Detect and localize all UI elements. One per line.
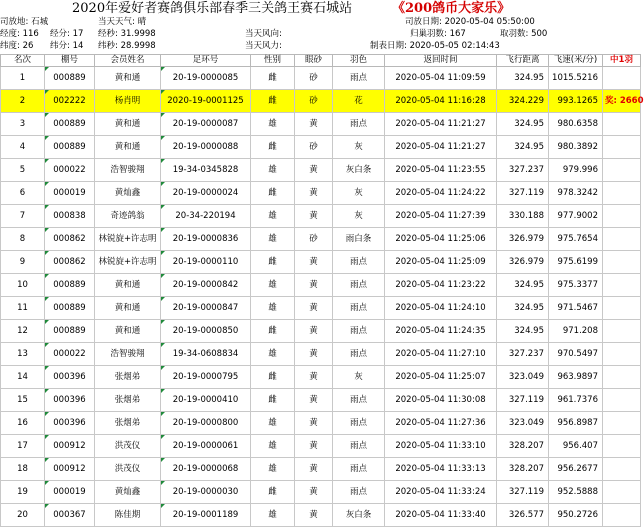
table-row[interactable] [1, 205, 641, 228]
member-name-cell[interactable]: 林锐旋+许志明 [95, 251, 161, 274]
header-speed[interactable]: 飞速(米/分) [549, 55, 603, 67]
rank-cell[interactable]: 17 [1, 435, 45, 458]
feather-color-cell[interactable]: 雨点 [333, 297, 385, 320]
rank-cell[interactable]: 11 [1, 297, 45, 320]
shed-cell[interactable]: 000367 [45, 504, 95, 527]
sex-cell[interactable]: 雌 [251, 182, 295, 205]
eye-cell[interactable]: 黄 [295, 113, 333, 136]
eye-cell[interactable]: 黄 [295, 297, 333, 320]
ring-number-cell[interactable]: 20-34-220194 [161, 205, 251, 228]
ring-number-cell[interactable]: 20-19-0000088 [161, 136, 251, 159]
eye-cell[interactable]: 黄 [295, 435, 333, 458]
speed-cell[interactable]: 950.2726 [549, 504, 603, 527]
sex-cell[interactable]: 雌 [251, 389, 295, 412]
ring-number-cell[interactable]: 20-19-0000847 [161, 297, 251, 320]
feather-color-cell[interactable]: 雨点 [333, 274, 385, 297]
prize-cell[interactable] [603, 251, 641, 274]
ring-number-cell[interactable]: 20-19-0000410 [161, 389, 251, 412]
ring-number-cell[interactable]: 20-19-0001189 [161, 504, 251, 527]
sex-cell[interactable]: 雄 [251, 113, 295, 136]
header-sex[interactable]: 性别 [251, 55, 295, 67]
sex-cell[interactable]: 雄 [251, 343, 295, 366]
speed-cell[interactable]: 971.5467 [549, 297, 603, 320]
ring-number-cell[interactable]: 19-34-0608834 [161, 343, 251, 366]
prize-cell[interactable] [603, 182, 641, 205]
table-row[interactable] [1, 481, 641, 504]
return-time-cell[interactable]: 2020-05-04 11:23:55 [385, 159, 497, 182]
shed-cell[interactable]: 000912 [45, 458, 95, 481]
feather-color-cell[interactable]: 花 [333, 90, 385, 113]
feather-color-cell[interactable]: 雨点 [333, 481, 385, 504]
longitude-degree: 经度: 116 [0, 29, 39, 39]
longitude-second: 经秒: 31.9998 [98, 29, 156, 39]
feather-color-cell[interactable]: 雨点 [333, 458, 385, 481]
return-time-cell[interactable]: 2020-05-04 11:33:10 [385, 435, 497, 458]
sex-cell[interactable]: 雄 [251, 205, 295, 228]
return-time-cell[interactable]: 2020-05-04 11:27:10 [385, 343, 497, 366]
table-row[interactable] [1, 136, 641, 159]
return-time-cell[interactable]: 2020-05-04 11:24:35 [385, 320, 497, 343]
return-time-cell[interactable]: 2020-05-04 11:24:22 [385, 182, 497, 205]
member-name-cell[interactable]: 奇迹鸽翁 [95, 205, 161, 228]
eye-cell[interactable]: 黄 [295, 412, 333, 435]
header-return-time[interactable]: 返回时间 [385, 55, 497, 67]
table-row[interactable] [1, 320, 641, 343]
rank-cell[interactable]: 10 [1, 274, 45, 297]
info-row-1 [0, 17, 640, 28]
return-time-cell[interactable]: 2020-05-04 11:23:22 [385, 274, 497, 297]
latitude-second: 纬秒: 28.9998 [98, 41, 156, 51]
return-time-cell[interactable]: 2020-05-04 11:16:28 [385, 90, 497, 113]
returned-count: 归巢羽数: 167 [410, 29, 466, 39]
shed-cell[interactable]: 000022 [45, 159, 95, 182]
return-time-cell[interactable]: 2020-05-04 11:27:36 [385, 412, 497, 435]
shed-cell[interactable]: 000396 [45, 366, 95, 389]
wind-force: 当天风力: [245, 41, 282, 51]
speed-cell[interactable]: 971.208 [549, 320, 603, 343]
sex-cell[interactable]: 雄 [251, 274, 295, 297]
header-rank[interactable]: 名次 [1, 55, 45, 67]
member-name-cell[interactable]: 黄灿鑫 [95, 182, 161, 205]
return-time-cell[interactable]: 2020-05-04 11:27:39 [385, 205, 497, 228]
feather-color-cell[interactable]: 灰 [333, 205, 385, 228]
table-row[interactable] [1, 389, 641, 412]
rank-cell[interactable]: 15 [1, 389, 45, 412]
eye-cell[interactable]: 黄 [295, 366, 333, 389]
member-name-cell[interactable]: 黄灿鑫 [95, 481, 161, 504]
member-name-cell[interactable]: 洪茂仪 [95, 458, 161, 481]
prize-cell[interactable] [603, 343, 641, 366]
header-member-name[interactable]: 会员姓名 [95, 55, 161, 67]
member-name-cell[interactable]: 张烟弟 [95, 389, 161, 412]
prize-cell[interactable] [603, 67, 641, 90]
feather-color-cell[interactable]: 雨白条 [333, 228, 385, 251]
feather-color-cell[interactable]: 灰 [333, 182, 385, 205]
feather-color-cell[interactable]: 雨点 [333, 251, 385, 274]
eye-cell[interactable]: 黄 [295, 320, 333, 343]
eye-cell[interactable]: 黄 [295, 205, 333, 228]
ring-number-cell[interactable]: 20-19-0000024 [161, 182, 251, 205]
title-main: 2020年爱好者赛鸽俱乐部春季三关鸽王赛石城站 [72, 1, 353, 16]
return-time-cell[interactable]: 2020-05-04 11:21:27 [385, 136, 497, 159]
header-distance[interactable]: 飞行距离 [497, 55, 549, 67]
table-header-row [1, 55, 641, 67]
sex-cell[interactable]: 雄 [251, 228, 295, 251]
sex-cell[interactable]: 雄 [251, 412, 295, 435]
sex-cell[interactable]: 雌 [251, 90, 295, 113]
return-time-cell[interactable]: 2020-05-04 11:30:08 [385, 389, 497, 412]
wind-direction: 当天风向: [245, 29, 282, 39]
member-name-cell[interactable]: 黄和通 [95, 67, 161, 90]
speed-cell[interactable]: 961.7376 [549, 389, 603, 412]
eye-cell[interactable]: 砂 [295, 67, 333, 90]
distance-cell[interactable]: 330.188 [497, 205, 549, 228]
member-name-cell[interactable]: 浩智骏翔 [95, 343, 161, 366]
eye-cell[interactable]: 黄 [295, 458, 333, 481]
table-row[interactable] [1, 458, 641, 481]
rank-cell[interactable]: 7 [1, 205, 45, 228]
speed-cell[interactable]: 963.9897 [549, 366, 603, 389]
table-row[interactable] [1, 228, 641, 251]
release-location: 司放地: 石城 [0, 17, 49, 27]
distance-cell[interactable]: 324.95 [497, 320, 549, 343]
distance-cell[interactable]: 324.229 [497, 90, 549, 113]
eye-cell[interactable]: 砂 [295, 228, 333, 251]
header-feather-color[interactable]: 羽色 [333, 55, 385, 67]
speed-cell[interactable]: 977.9002 [549, 205, 603, 228]
table-row[interactable] [1, 113, 641, 136]
eye-cell[interactable]: 砂 [295, 90, 333, 113]
return-time-cell[interactable]: 2020-05-04 11:09:59 [385, 67, 497, 90]
ring-number-cell[interactable]: 19-34-0345828 [161, 159, 251, 182]
member-name-cell[interactable]: 张烟弟 [95, 412, 161, 435]
table-body [1, 67, 644, 527]
info-row-2 [0, 29, 640, 40]
ring-number-cell[interactable]: 20-19-0000068 [161, 458, 251, 481]
member-name-cell[interactable]: 黄和通 [95, 320, 161, 343]
table-row[interactable] [1, 297, 641, 320]
shed-cell[interactable]: 000889 [45, 320, 95, 343]
feather-color-cell[interactable]: 雨点 [333, 67, 385, 90]
header-shed[interactable]: 棚号 [45, 55, 95, 67]
table-row[interactable] [1, 435, 641, 458]
header-prize[interactable]: 中1羽 [603, 55, 641, 67]
eye-cell[interactable]: 黄 [295, 481, 333, 504]
report-title [0, 0, 640, 17]
speed-cell[interactable]: 956.8987 [549, 412, 603, 435]
speed-cell[interactable]: 956.407 [549, 435, 603, 458]
speed-cell[interactable]: 980.3892 [549, 136, 603, 159]
return-time-cell[interactable]: 2020-05-04 11:25:06 [385, 228, 497, 251]
shed-cell[interactable]: 000019 [45, 481, 95, 504]
made-date: 制表日期: 2020-05-05 02:14:43 [370, 41, 500, 51]
rank-cell[interactable]: 12 [1, 320, 45, 343]
prize-cell[interactable] [603, 458, 641, 481]
rank-cell[interactable]: 5 [1, 159, 45, 182]
ring-number-cell[interactable]: 20-19-0000800 [161, 412, 251, 435]
ring-number-cell[interactable]: 20-19-0000850 [161, 320, 251, 343]
longitude-minute: 经分: 17 [50, 29, 84, 39]
table-row[interactable] [1, 366, 641, 389]
ring-number-cell[interactable]: 20-19-0000110 [161, 251, 251, 274]
return-time-cell[interactable]: 2020-05-04 11:33:24 [385, 481, 497, 504]
shed-cell[interactable]: 000396 [45, 389, 95, 412]
distance-cell[interactable]: 326.577 [497, 504, 549, 527]
shed-cell[interactable]: 000889 [45, 274, 95, 297]
sex-cell[interactable]: 雌 [251, 251, 295, 274]
return-time-cell[interactable]: 2020-05-04 11:25:09 [385, 251, 497, 274]
shed-cell[interactable]: 000889 [45, 136, 95, 159]
rank-cell[interactable]: 13 [1, 343, 45, 366]
sex-cell[interactable]: 雌 [251, 67, 295, 90]
ring-number-cell[interactable]: 20-19-0000061 [161, 435, 251, 458]
shed-cell[interactable]: 000912 [45, 435, 95, 458]
shed-cell[interactable]: 000889 [45, 67, 95, 90]
prize-cell[interactable] [603, 159, 641, 182]
prize-cell[interactable] [603, 320, 641, 343]
distance-cell[interactable]: 323.049 [497, 412, 549, 435]
ring-number-cell[interactable]: 20-19-0000842 [161, 274, 251, 297]
shed-cell[interactable]: 000838 [45, 205, 95, 228]
member-name-cell[interactable]: 林锐旋+许志明 [95, 228, 161, 251]
distance-cell[interactable]: 327.237 [497, 159, 549, 182]
speed-cell[interactable]: 1015.5216 [549, 67, 603, 90]
rank-cell[interactable]: 18 [1, 458, 45, 481]
eye-cell[interactable]: 黄 [295, 251, 333, 274]
member-name-cell[interactable]: 陈佳期 [95, 504, 161, 527]
distance-cell[interactable]: 326.979 [497, 228, 549, 251]
return-time-cell[interactable]: 2020-05-04 11:33:13 [385, 458, 497, 481]
feather-color-cell[interactable]: 灰白条 [333, 504, 385, 527]
release-date: 司放日期: 2020-05-04 05:50:00 [405, 17, 535, 27]
feather-color-cell[interactable]: 雨点 [333, 113, 385, 136]
prize-cell[interactable] [603, 297, 641, 320]
header-eye[interactable]: 眼砂 [295, 55, 333, 67]
rank-cell[interactable]: 19 [1, 481, 45, 504]
speed-cell[interactable]: 975.6199 [549, 251, 603, 274]
eye-cell[interactable]: 黄 [295, 343, 333, 366]
prize-cell[interactable] [603, 274, 641, 297]
ring-number-cell[interactable]: 20-19-0000795 [161, 366, 251, 389]
table-row[interactable] [1, 159, 641, 182]
sex-cell[interactable]: 雄 [251, 458, 295, 481]
table-row[interactable] [1, 67, 641, 90]
distance-cell[interactable]: 327.119 [497, 481, 549, 504]
distance-cell[interactable]: 327.237 [497, 343, 549, 366]
prize-cell[interactable] [603, 481, 641, 504]
sex-cell[interactable]: 雄 [251, 504, 295, 527]
speed-cell[interactable]: 980.6358 [549, 113, 603, 136]
distance-cell[interactable]: 323.049 [497, 366, 549, 389]
distance-cell[interactable]: 327.119 [497, 182, 549, 205]
member-name-cell[interactable]: 张烟弟 [95, 366, 161, 389]
eye-cell[interactable]: 黄 [295, 389, 333, 412]
rank-cell[interactable]: 9 [1, 251, 45, 274]
eye-cell[interactable]: 黄 [295, 504, 333, 527]
table-row[interactable] [1, 182, 641, 205]
speed-cell[interactable]: 993.1265 [549, 90, 603, 113]
eye-cell[interactable]: 黄 [295, 159, 333, 182]
prize-cell[interactable] [603, 366, 641, 389]
collected-count: 取羽数: 500 [500, 29, 548, 39]
table-row[interactable] [1, 274, 641, 297]
distance-cell[interactable]: 324.95 [497, 297, 549, 320]
eye-cell[interactable]: 黄 [295, 274, 333, 297]
shed-cell[interactable]: 000022 [45, 343, 95, 366]
feather-color-cell[interactable]: 雨点 [333, 320, 385, 343]
eye-cell[interactable]: 砂 [295, 136, 333, 159]
feather-color-cell[interactable]: 灰 [333, 136, 385, 159]
prize-cell[interactable] [603, 205, 641, 228]
return-time-cell[interactable]: 2020-05-04 11:24:10 [385, 297, 497, 320]
prize-cell[interactable] [603, 228, 641, 251]
ring-number-cell[interactable]: 20-19-0000030 [161, 481, 251, 504]
shed-cell[interactable]: 000862 [45, 251, 95, 274]
distance-cell[interactable]: 324.95 [497, 113, 549, 136]
speed-cell[interactable]: 975.7654 [549, 228, 603, 251]
latitude-minute: 纬分: 14 [50, 41, 84, 51]
shed-cell[interactable]: 000889 [45, 297, 95, 320]
speed-cell[interactable]: 978.3242 [549, 182, 603, 205]
distance-cell[interactable]: 326.979 [497, 251, 549, 274]
return-time-cell[interactable]: 2020-05-04 11:33:40 [385, 504, 497, 527]
sex-cell[interactable]: 雄 [251, 435, 295, 458]
latitude-degree: 纬度: 26 [0, 41, 34, 51]
ring-number-cell[interactable]: 2020-19-0001125 [161, 90, 251, 113]
sex-cell[interactable]: 雌 [251, 320, 295, 343]
feather-color-cell[interactable]: 雨点 [333, 435, 385, 458]
prize-cell[interactable] [603, 136, 641, 159]
sex-cell[interactable]: 雄 [251, 159, 295, 182]
shed-cell[interactable]: 000889 [45, 113, 95, 136]
rank-cell[interactable]: 2 [1, 90, 45, 113]
distance-cell[interactable]: 328.207 [497, 458, 549, 481]
distance-cell[interactable]: 324.95 [497, 136, 549, 159]
ring-number-cell[interactable]: 20-19-0000085 [161, 67, 251, 90]
prize-cell[interactable] [603, 113, 641, 136]
ring-number-cell[interactable]: 20-19-0000087 [161, 113, 251, 136]
rank-cell[interactable]: 1 [1, 67, 45, 90]
speed-cell[interactable]: 956.2677 [549, 458, 603, 481]
sex-cell[interactable]: 雌 [251, 481, 295, 504]
table-row[interactable] [1, 343, 641, 366]
return-time-cell[interactable]: 2020-05-04 11:25:07 [385, 366, 497, 389]
table-row[interactable] [1, 251, 641, 274]
rank-cell[interactable]: 4 [1, 136, 45, 159]
table-row[interactable] [1, 412, 641, 435]
prize-cell[interactable]: 奖: 2660 [603, 90, 641, 113]
rank-cell[interactable]: 6 [1, 182, 45, 205]
sex-cell[interactable]: 雄 [251, 297, 295, 320]
speed-cell[interactable]: 975.3377 [549, 274, 603, 297]
weather: 当天天气: 晴 [98, 17, 147, 27]
shed-cell[interactable]: 000862 [45, 228, 95, 251]
feather-color-cell[interactable]: 雨点 [333, 412, 385, 435]
rank-cell[interactable]: 20 [1, 504, 45, 527]
feather-color-cell[interactable]: 灰白条 [333, 159, 385, 182]
member-name-cell[interactable]: 杨肖明 [95, 90, 161, 113]
member-name-cell[interactable]: 黄和通 [95, 113, 161, 136]
prize-cell[interactable] [603, 389, 641, 412]
member-name-cell[interactable]: 黄和通 [95, 274, 161, 297]
header-ring-number[interactable]: 足环号 [161, 55, 251, 67]
prize-cell[interactable] [603, 412, 641, 435]
rank-cell[interactable]: 3 [1, 113, 45, 136]
member-name-cell[interactable]: 黄和通 [95, 136, 161, 159]
prize-cell[interactable] [603, 504, 641, 527]
sex-cell[interactable]: 雌 [251, 366, 295, 389]
member-name-cell[interactable]: 浩智骏翔 [95, 159, 161, 182]
eye-cell[interactable]: 黄 [295, 182, 333, 205]
member-name-cell[interactable]: 洪茂仪 [95, 435, 161, 458]
table-row[interactable] [1, 504, 641, 527]
results-table [0, 54, 644, 527]
title-highlight: 《200鸽币大家乐》 [392, 1, 511, 16]
sex-cell[interactable]: 雌 [251, 136, 295, 159]
ring-number-cell[interactable]: 20-19-0000836 [161, 228, 251, 251]
member-name-cell[interactable]: 黄和通 [95, 297, 161, 320]
return-time-cell[interactable]: 2020-05-04 11:21:27 [385, 113, 497, 136]
speed-cell[interactable]: 952.5888 [549, 481, 603, 504]
distance-cell[interactable]: 328.207 [497, 435, 549, 458]
info-row-3 [0, 41, 640, 52]
rank-cell[interactable]: 14 [1, 366, 45, 389]
shed-cell[interactable]: 000396 [45, 412, 95, 435]
feather-color-cell[interactable]: 雨点 [333, 389, 385, 412]
distance-cell[interactable]: 324.95 [497, 274, 549, 297]
feather-color-cell[interactable]: 灰 [333, 366, 385, 389]
shed-cell[interactable]: 002222 [45, 90, 95, 113]
shed-cell[interactable]: 000019 [45, 182, 95, 205]
distance-cell[interactable]: 324.95 [497, 67, 549, 90]
table-row[interactable] [1, 90, 641, 113]
prize-cell[interactable] [603, 435, 641, 458]
speed-cell[interactable]: 979.996 [549, 159, 603, 182]
speed-cell[interactable]: 970.5497 [549, 343, 603, 366]
feather-color-cell[interactable]: 雨点 [333, 343, 385, 366]
rank-cell[interactable]: 16 [1, 412, 45, 435]
rank-cell[interactable]: 8 [1, 228, 45, 251]
distance-cell[interactable]: 327.119 [497, 389, 549, 412]
